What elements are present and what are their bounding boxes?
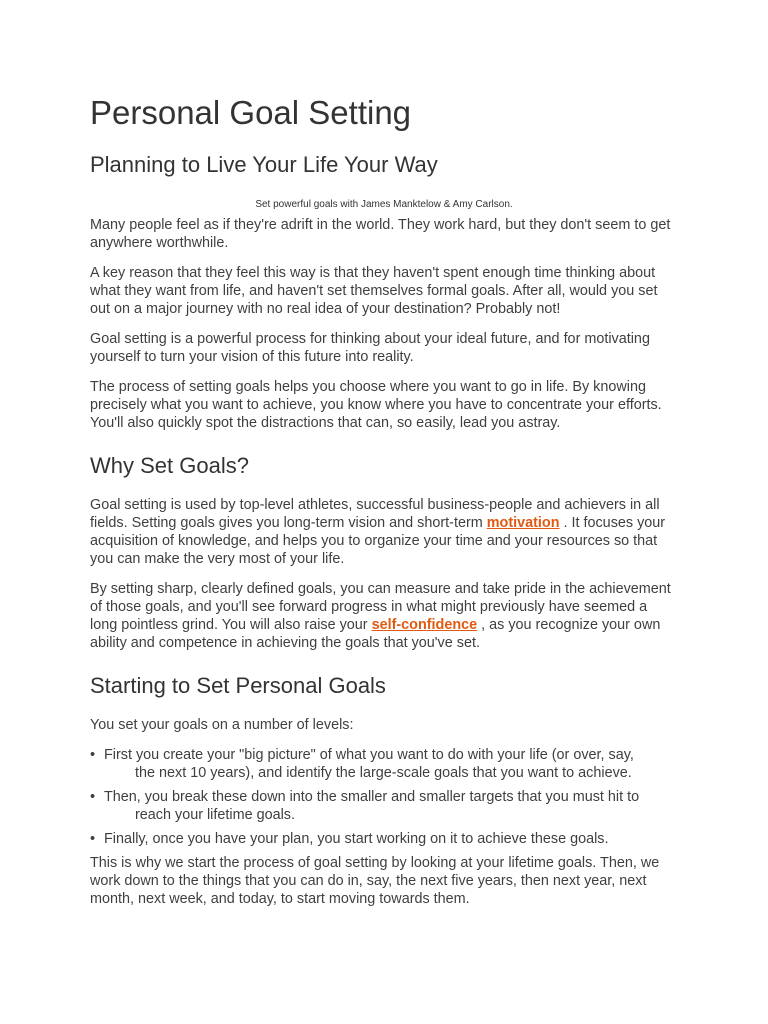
list-item-line: the next 10 years), and identify the large-scale goals that you want to achieve. — [135, 765, 632, 781]
why-paragraph-2-text-b: , as you recognize your own ability and competence in achieving the goals that you've set. — [90, 617, 661, 651]
why-paragraph-1 — [90, 496, 678, 568]
byline: Set powerful goals with James Manktelow & Amy Carlson. — [255, 199, 513, 210]
intro-paragraph-4: The process of setting goals helps you choose where you want to go in life. By knowing precisely what you want to achieve, you know where you have to concentrate your efforts. You'll also quickly spot the distractions that can, so easily, lead you astray. — [90, 379, 662, 431]
why-paragraph-2-text-a: By setting sharp, clearly defined goals, you can measure and take pride in the achievement of those goals, and you'll see forward progress in what might previously have seemed a long pointless grind. You will also raise your — [90, 581, 671, 633]
bullet-icon: • — [90, 789, 96, 805]
closing-paragraph: This is why we start the process of goal setting by looking at your lifetime goals. Then, we work down to the things that you can do in, say, the next five years, then next year, next month, next week, and today, to start moving towards them. — [90, 855, 660, 907]
levels-list — [90, 746, 678, 848]
intro-paragraph-1: Many people feel as if they're adrift in the world. They work hard, but they don't seem to get anywhere worthwhile. — [90, 217, 671, 251]
list-item-line: reach your lifetime goals. — [135, 807, 295, 823]
list-item-line: Then, you break these down into the smaller and smaller targets that you must hit to — [104, 789, 640, 805]
why-set-goals-heading: Why Set Goals? — [90, 453, 249, 478]
motivation-link[interactable]: motivation — [486, 515, 560, 531]
bullet-icon: • — [90, 747, 96, 763]
starting-goals-heading: Starting to Set Personal Goals — [90, 673, 386, 698]
list-item — [90, 746, 678, 782]
page-title: Personal Goal Setting — [90, 94, 412, 131]
why-paragraph-1-text-a: Goal setting is used by top-level athletes, successful business-people and achievers in all fields. Setting goals gives you long-term vision and short-term — [90, 497, 660, 531]
list-item-line: Finally, once you have your plan, you start working on it to achieve these goals. — [104, 831, 609, 847]
list-item — [90, 830, 678, 848]
bullet-icon: • — [90, 831, 96, 847]
page-subtitle: Planning to Live Your Life Your Way — [90, 152, 438, 177]
list-item-line: First you create your "big picture" of what you want to do with your life (or over, say, — [104, 747, 634, 763]
intro-paragraph-2: A key reason that they feel this way is that they haven't spent enough time thinking about what they want from life, and haven't set themselves formal goals. After all, would you set out on a major journey with no real idea of your destination? Probably not! — [90, 265, 658, 317]
intro-paragraph-3: Goal setting is a powerful process for thinking about your ideal future, and for motivating yourself to turn your vision of this future into reality. — [90, 331, 650, 365]
self-confidence-link[interactable]: self-confidence — [371, 617, 478, 633]
list-item — [90, 788, 678, 824]
levels-intro: You set your goals on a number of levels: — [90, 717, 354, 733]
why-paragraph-1-text-b: . It focuses your acquisition of knowledge, and helps you to organize your time and your resources so that you can make the very most of your life. — [90, 515, 666, 567]
why-paragraph-2 — [90, 580, 678, 652]
